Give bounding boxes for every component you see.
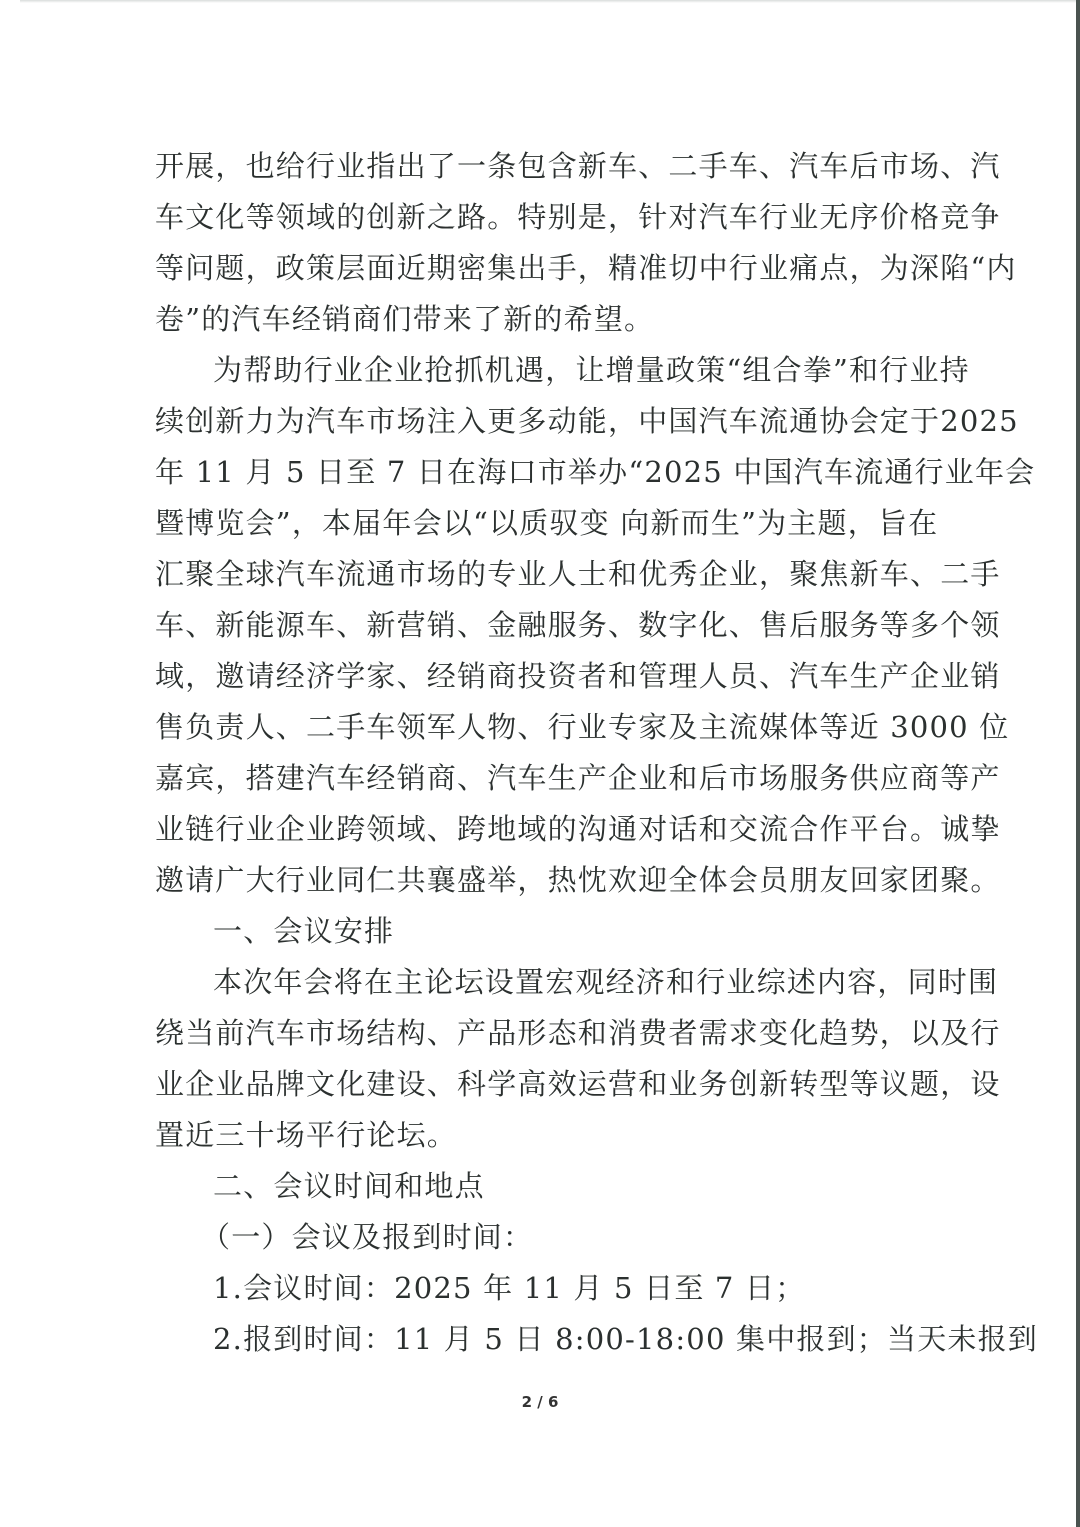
paragraph-2-line: 域，邀请经济学家、经销商投资者和管理人员、汽车生产企业销: [155, 659, 1001, 693]
paragraph-2-line: 年 11 月 5 日至 7 日在海口市举办“2025 中国汽车流通行业年会: [155, 455, 1036, 489]
section-1-line: 置近三十场平行论坛。: [155, 1118, 458, 1152]
scan-top-edge: [20, 0, 1076, 3]
page-number: 2 / 6: [521, 1393, 559, 1411]
section-2-item: 2.报到时间：11 月 5 日 8:00-18:00 集中报到；当天未报到: [213, 1322, 1039, 1356]
paragraph-2-line: 暨博览会”，本届年会以“以质驭变 向新而生”为主题，旨在: [155, 506, 939, 540]
paragraph-2-line: 为帮助行业企业抢抓机遇，让增量政策“组合拳”和行业持: [213, 353, 970, 387]
section-1-line: 本次年会将在主论坛设置宏观经济和行业综述内容，同时围: [213, 965, 999, 999]
paragraph-2-line: 售负责人、二手车领军人物、行业专家及主流媒体等近 3000 位: [155, 710, 1010, 744]
paragraph-2-line: 汇聚全球汽车流通市场的专业人士和优秀企业，聚焦新车、二手: [155, 557, 1001, 591]
section-1-line: 业企业品牌文化建设、科学高效运营和业务创新转型等议题，设: [155, 1067, 1001, 1101]
scan-right-edge: [1076, 0, 1080, 1527]
section-2-heading: 二、会议时间和地点: [213, 1169, 485, 1203]
section-1-line: 绕当前汽车市场结构、产品形态和消费者需求变化趋势，以及行: [155, 1016, 1001, 1050]
paragraph-2-line: 邀请广大行业同仁共襄盛举，热忱欢迎全体会员朋友回家团聚。: [155, 863, 1001, 897]
section-2-item: 1.会议时间：2025 年 11 月 5 日至 7 日；: [213, 1271, 806, 1305]
paragraph-1-line: 卷”的汽车经销商们带来了新的希望。: [155, 302, 655, 336]
paragraph-2-line: 嘉宾，搭建汽车经销商、汽车生产企业和后市场服务供应商等产: [155, 761, 1001, 795]
paragraph-2-line: 车、新能源车、新营销、金融服务、数字化、售后服务等多个领: [155, 608, 1001, 642]
paragraph-1-line: 等问题，政策层面近期密集出手，精准切中行业痛点，为深陷“内: [155, 251, 1017, 285]
paragraph-2-line: 业链行业企业跨领域、跨地域的沟通对话和交流合作平台。诚挚: [155, 812, 1001, 846]
section-2-subheading: （一）会议及报到时间：: [201, 1220, 534, 1254]
document-body: [155, 141, 1039, 1365]
section-1-heading: 一、会议安排: [213, 914, 395, 948]
paragraph-2-line: 续创新力为汽车市场注入更多动能，中国汽车流通协会定于2025: [155, 404, 1019, 438]
paragraph-1-line: 开展，也给行业指出了一条包含新车、二手车、汽车后市场、汽: [155, 149, 1001, 183]
paragraph-1-line: 车文化等领域的创新之路。特别是，针对汽车行业无序价格竞争: [155, 200, 1001, 234]
